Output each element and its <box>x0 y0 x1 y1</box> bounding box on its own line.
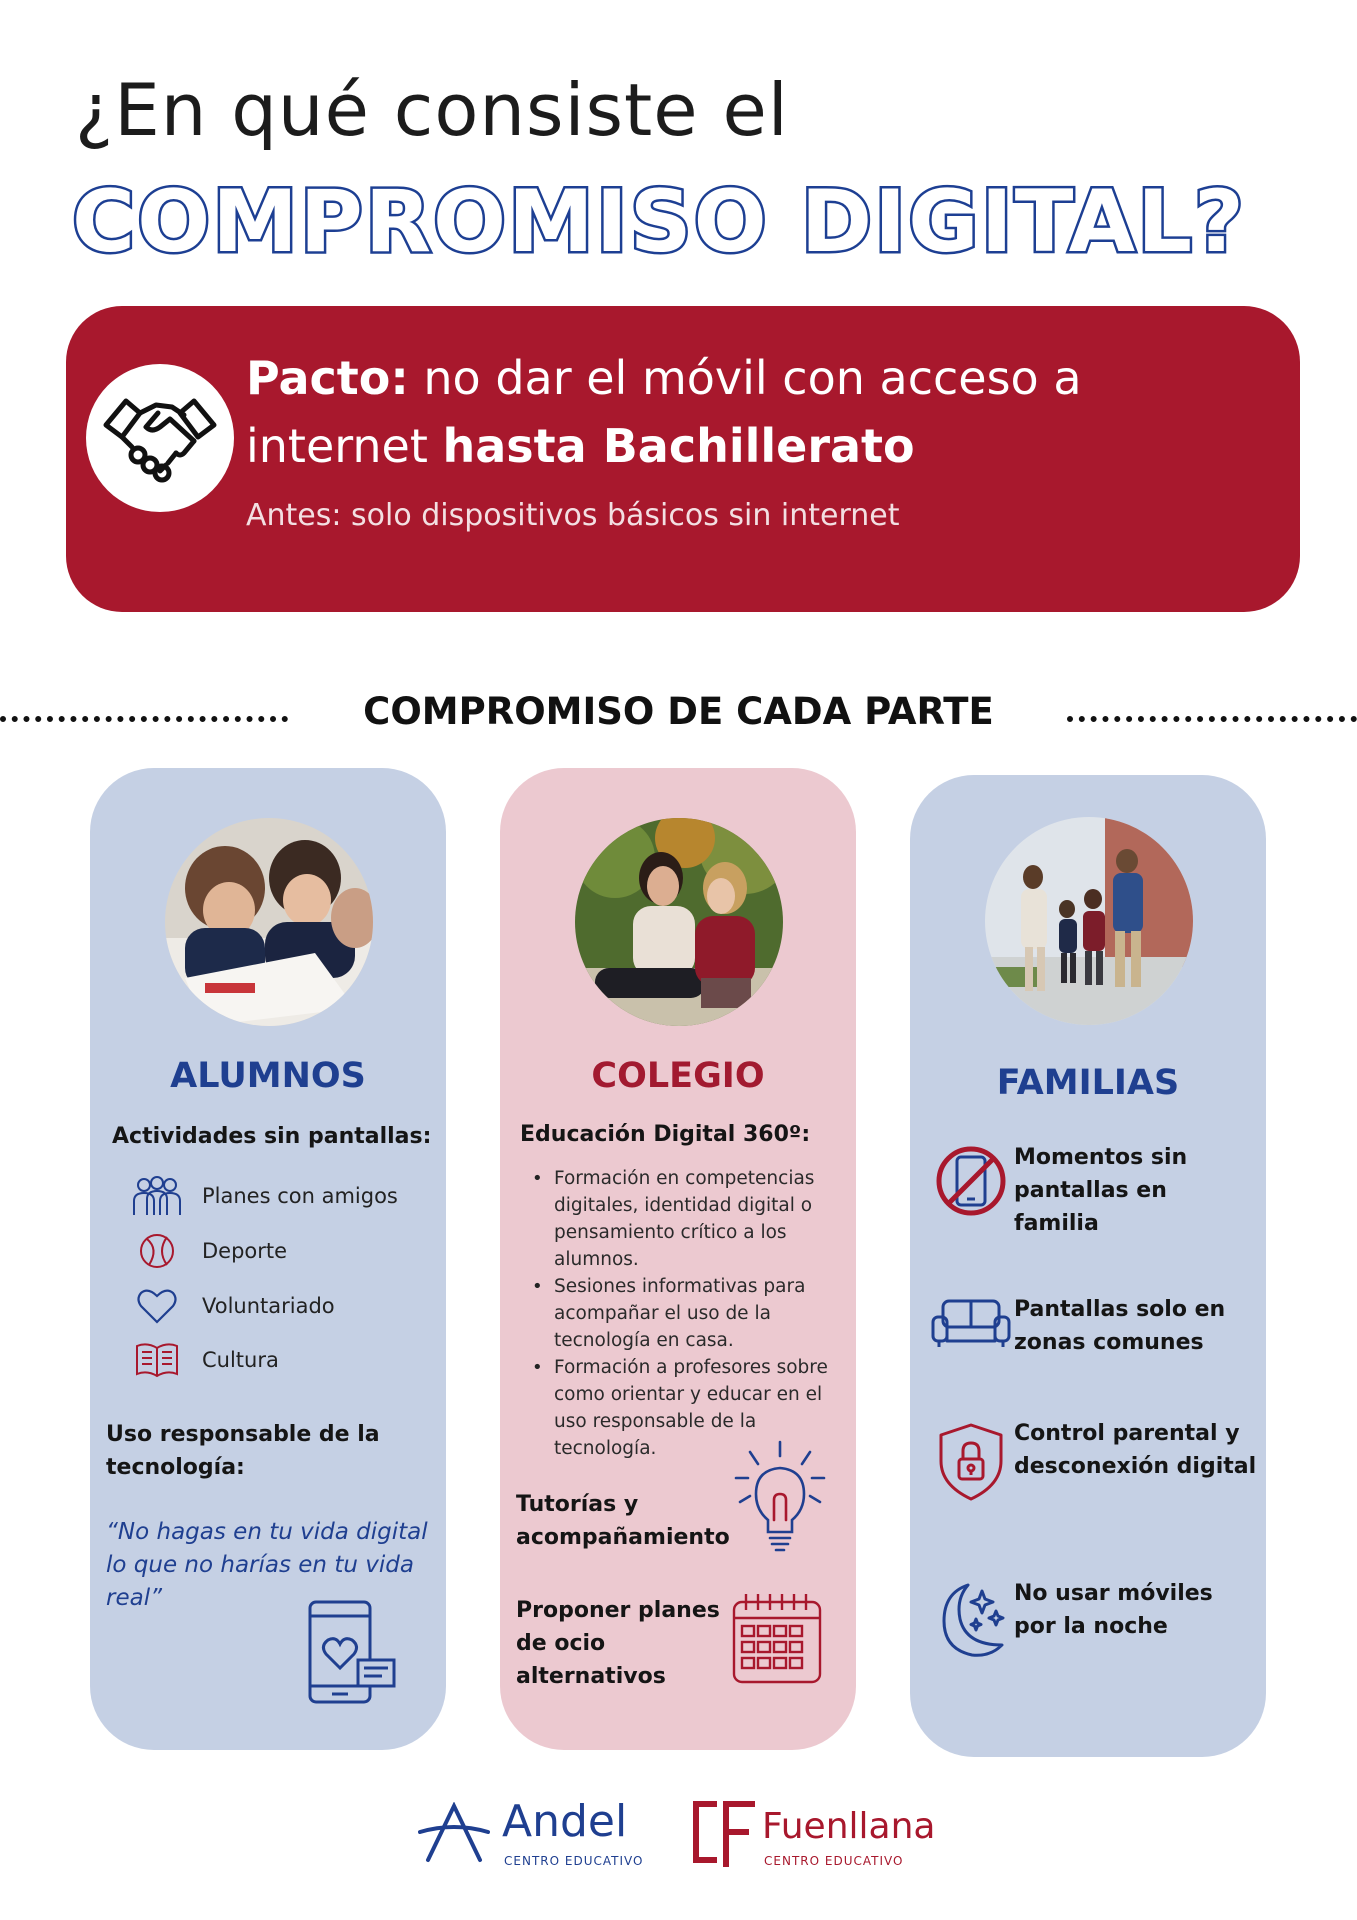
fuenllana-logo <box>690 1792 950 1872</box>
familias-item-label: Pantallas solo en zonas comunes <box>1014 1297 1226 1355</box>
activity-label: Cultura <box>202 1348 279 1372</box>
planes-ocio-text: Proponer planes de ocio alternativos <box>516 1598 720 1689</box>
familias-item-label: Control parental y desconexión digital <box>1014 1421 1257 1479</box>
familias-item-label: No usar móviles por la noche <box>1014 1581 1213 1639</box>
section-title: COMPROMISO DE CADA PARTE <box>363 690 994 733</box>
activity-label: Planes con amigos <box>202 1184 398 1208</box>
lightbulb-icon <box>732 1438 828 1556</box>
book-icon <box>133 1340 181 1380</box>
familias-item-parental-control <box>928 1417 1258 1503</box>
ball-icon <box>137 1231 177 1271</box>
activity-culture <box>130 1338 279 1382</box>
fuenllana-name: Fuenllana <box>762 1806 936 1847</box>
pact-subtext: Antes: solo dispositivos básicos sin internet <box>246 498 900 533</box>
pact-main-text <box>246 344 1266 480</box>
colegio-panel <box>500 768 856 1750</box>
pact-text-bold: hasta Bachillerato <box>442 419 915 473</box>
alumnos-photo <box>165 818 373 1026</box>
familias-item-night <box>928 1577 1258 1661</box>
list-item: • Formación a profesores sobre como orientar y educar en el uso responsable de la tecnología. <box>520 1354 850 1462</box>
activity-friends <box>130 1174 398 1218</box>
andel-name: Andel <box>502 1796 628 1847</box>
pact-text-plain: no dar el móvil con acceso a internet <box>246 351 1082 473</box>
phone-heart-icon <box>306 1598 398 1708</box>
andel-subtitle: CENTRO EDUCATIVO <box>504 1854 644 1868</box>
activity-label: Deporte <box>202 1239 288 1263</box>
familias-heading: FAMILIAS <box>996 1063 1180 1103</box>
edu-digital-list <box>520 1165 850 1462</box>
fuenllana-subtitle: CENTRO EDUCATIVO <box>764 1854 904 1868</box>
alumnos-quote: “No hagas en tu vida digital lo que no harías en tu vida real” <box>106 1519 428 1611</box>
familias-item-no-screens <box>928 1141 1258 1240</box>
familias-item-common-areas <box>928 1293 1258 1359</box>
alumnos-panel <box>90 768 446 1750</box>
activity-sport <box>130 1229 287 1273</box>
list-item: • Formación en competencias digitales, identidad digital o pensamiento crítico a los alumnos. <box>520 1165 850 1273</box>
dotted-divider-left <box>0 716 288 722</box>
heart-icon <box>136 1287 178 1325</box>
responsible-use-title: Uso responsable de la tecnología: <box>106 1422 380 1480</box>
edu-digital-title: Educación Digital 360º: <box>520 1122 811 1147</box>
activities-title: Actividades sin pantallas: <box>112 1124 432 1149</box>
tutorias-text: Tutorías y acompañamiento <box>516 1492 730 1550</box>
activity-volunteer <box>130 1284 335 1328</box>
sofa-icon <box>931 1297 1011 1349</box>
calendar-icon <box>730 1590 824 1686</box>
list-item: • Sesiones informativas para acompañar el uso de la tecnología en casa. <box>520 1273 850 1354</box>
colegio-heading: COLEGIO <box>591 1056 765 1096</box>
familias-panel <box>910 775 1266 1757</box>
pact-text <box>246 344 1266 533</box>
familias-photo <box>985 817 1193 1025</box>
moon-stars-icon <box>932 1579 1010 1661</box>
section-header <box>0 690 1357 740</box>
familias-item-label: Momentos sin pantallas en familia <box>1014 1145 1188 1236</box>
andel-logo <box>418 1792 648 1872</box>
shield-lock-icon <box>935 1421 1007 1503</box>
pact-label: Pacto: <box>246 351 409 405</box>
pact-banner <box>66 306 1300 612</box>
colegio-photo <box>575 818 783 1026</box>
footer-logos <box>0 1792 1357 1882</box>
dotted-divider-right <box>1067 716 1357 722</box>
no-phone-icon <box>933 1143 1009 1219</box>
title-line-2: COMPROMISO DIGITAL? <box>72 172 1246 272</box>
alumnos-heading: ALUMNOS <box>170 1056 366 1096</box>
group-icon <box>130 1175 184 1217</box>
pact-icon-circle <box>86 364 234 512</box>
fuenllana-mark-icon <box>690 1798 756 1868</box>
handshake-icon <box>100 383 220 493</box>
title-line-1: ¿En qué consiste el <box>75 68 789 152</box>
andel-mark-icon <box>418 1802 490 1864</box>
activity-label: Voluntariado <box>202 1294 335 1318</box>
